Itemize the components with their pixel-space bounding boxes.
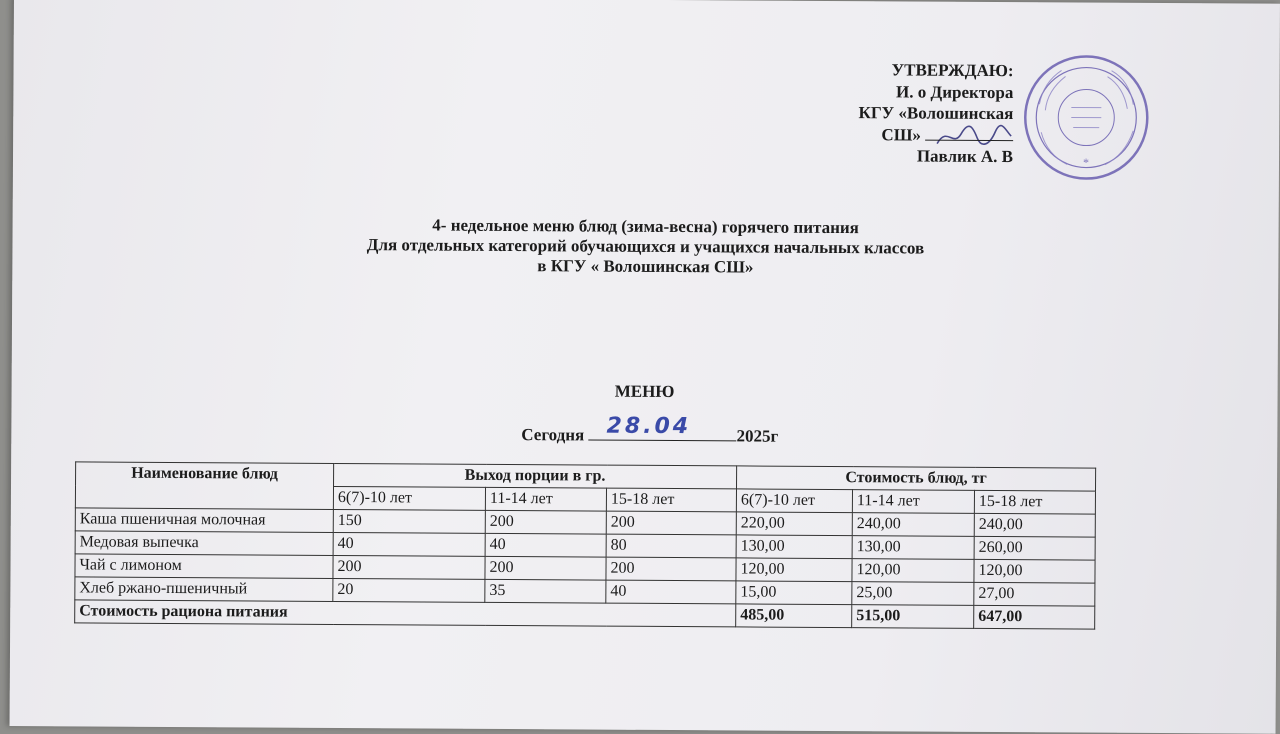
table-cell: 40 <box>485 533 606 557</box>
table-cell: 240,00 <box>852 513 974 537</box>
table-cell: 200 <box>606 557 736 581</box>
age-group-cell: 6(7)-10 лет <box>333 486 485 510</box>
dish-name: Медовая выпечка <box>75 531 333 556</box>
age-group-cell: 15-18 лет <box>606 488 736 512</box>
table-cell: 40 <box>606 580 736 604</box>
handwritten-date: 28.04 <box>606 413 692 440</box>
table-cell: 120,00 <box>852 559 974 583</box>
header-dish: Наименование блюд <box>75 462 333 510</box>
age-group-cell: 6(7)-10 лет <box>736 489 852 513</box>
table-cell: 200 <box>485 556 606 580</box>
table-cell: 35 <box>485 579 606 603</box>
total-cell: 485,00 <box>736 604 852 628</box>
table-cell: 150 <box>333 509 485 533</box>
table-cell: 27,00 <box>974 582 1095 606</box>
approval-org-end: СШ» <box>881 124 921 145</box>
age-group-cell: 11-14 лет <box>485 487 606 511</box>
table-cell: 200 <box>485 510 606 534</box>
age-group-cell: 15-18 лет <box>974 490 1095 514</box>
table-cell: 25,00 <box>852 582 974 606</box>
table-cell: 80 <box>606 534 736 558</box>
date-blank <box>588 413 736 442</box>
approval-signature-line <box>858 124 1013 146</box>
dish-name: Каша пшеничная молочная <box>75 508 333 533</box>
table-cell: 15,00 <box>736 581 852 605</box>
table-cell: 260,00 <box>974 536 1095 560</box>
menu-table <box>74 461 1096 629</box>
dish-name: Хлеб ржано-пшеничный <box>75 577 333 602</box>
table-cell: 20 <box>333 578 485 602</box>
signature-blank <box>925 125 1013 141</box>
title-line-2: Для отдельных категорий обучающихся и учащихся начальных классов <box>366 235 925 258</box>
approval-block <box>858 59 1013 167</box>
table-cell: 130,00 <box>852 536 974 560</box>
today-year: 2025г <box>736 426 779 446</box>
table-cell: 200 <box>606 511 736 535</box>
dish-name: Чай с лимоном <box>75 554 333 579</box>
menu-heading: МЕНЮ <box>614 381 675 402</box>
age-group-cell: 11-14 лет <box>852 490 974 514</box>
table-total-row <box>75 600 1095 629</box>
header-portion: Выход порции в гр. <box>334 463 737 488</box>
official-stamp-icon <box>1021 52 1152 183</box>
table-cell: 220,00 <box>736 512 852 536</box>
total-cell: 515,00 <box>852 605 974 629</box>
approval-heading: УТВЕРЖДАЮ: <box>891 60 1014 81</box>
title-line-1: 4- недельное меню блюд (зима-весна) горячего питания <box>432 215 859 238</box>
table-cell: 240,00 <box>974 513 1095 537</box>
today-line <box>521 413 779 447</box>
document-title <box>12 213 1278 281</box>
approval-organization: КГУ «Волошинская <box>858 103 1014 124</box>
table-cell: 120,00 <box>974 559 1095 583</box>
total-label: Стоимость рациона питания <box>75 600 736 627</box>
table-cell: 120,00 <box>736 558 852 582</box>
document-page <box>10 0 1280 734</box>
total-cell: 647,00 <box>974 605 1095 629</box>
table-header-row <box>76 462 1096 491</box>
approval-name: Павлик А. В <box>916 146 1014 167</box>
table-cell: 130,00 <box>736 535 852 559</box>
title-line-3: в КГУ « Волошинская СШ» <box>537 256 754 277</box>
header-cost: Стоимость блюд, тг <box>737 466 1096 491</box>
table-cell: 40 <box>333 532 485 556</box>
approval-position: И. о Директора <box>896 81 1014 102</box>
table-cell: 200 <box>333 555 485 579</box>
svg-text:*: * <box>1082 155 1090 170</box>
today-label: Сегодня <box>521 425 585 445</box>
